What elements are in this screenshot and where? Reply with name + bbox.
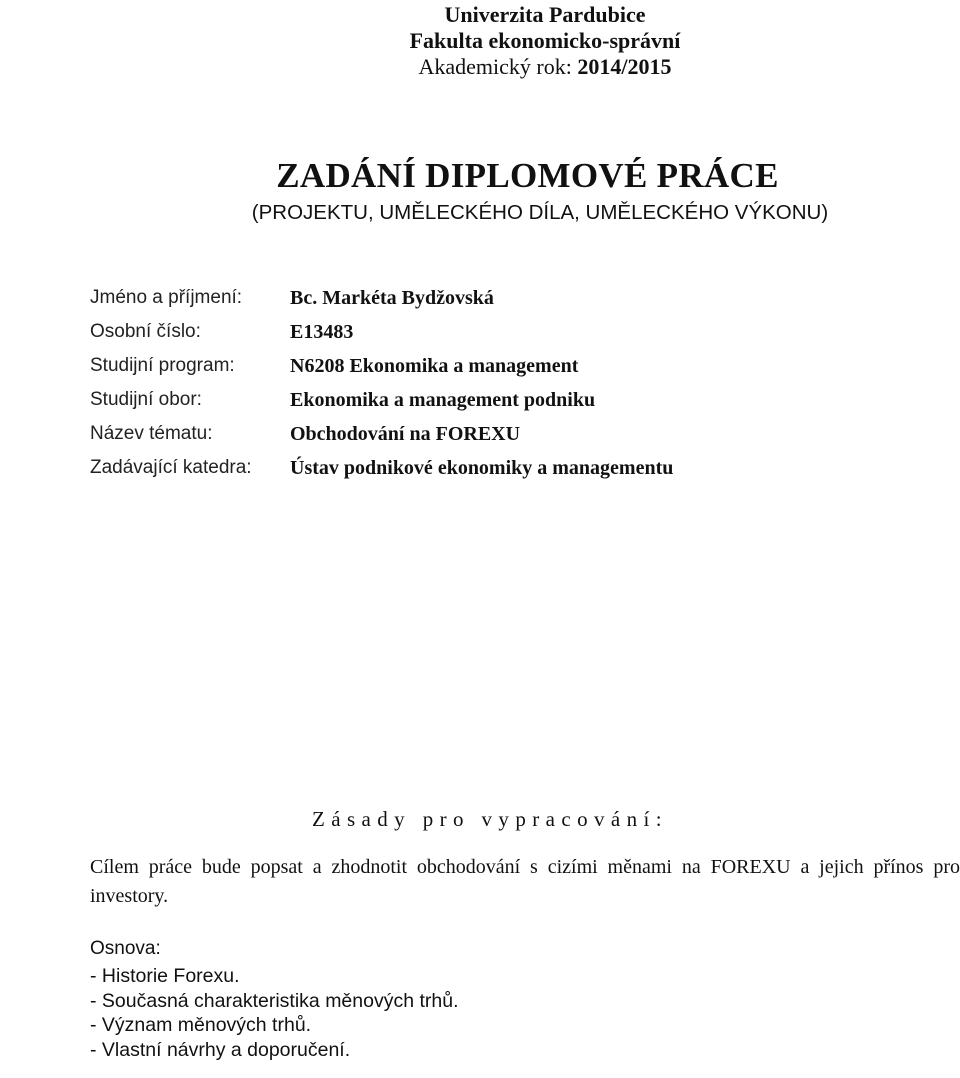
info-value: E13483 [290, 321, 354, 343]
university-name: Univerzita Pardubice [444, 2, 646, 27]
outline-heading: Osnova: [90, 938, 161, 959]
academic-year-value: 2014/2015 [577, 54, 672, 79]
list-item: - Vlastní návrhy a doporučení. [90, 1038, 351, 1061]
document-title: ZADÁNÍ DIPLOMOVÉ PRÁCE [276, 156, 779, 195]
info-row-topic [90, 421, 890, 455]
info-label: Jméno a příjmení: [90, 287, 243, 308]
list-item: - Význam měnových trhů. [90, 1014, 312, 1036]
list-item: - Historie Forexu. [90, 965, 240, 987]
principles-heading: Zásady pro vypracování: [312, 807, 668, 831]
info-value: Obchodování na FOREXU [290, 423, 521, 445]
info-value: Ekonomika a management podniku [290, 389, 596, 411]
info-row-program [90, 353, 890, 387]
info-row-department [90, 455, 890, 489]
info-value: N6208 Ekonomika a management [290, 355, 579, 377]
academic-year [0, 54, 960, 80]
document-subtitle: (PROJEKTU, UMĚLECKÉHO DÍLA, UMĚLECKÉHO VÝKONU) [251, 201, 829, 224]
info-row-personal-number [90, 319, 890, 353]
info-label: Název tématu: [90, 423, 213, 444]
info-label: Studijní program: [90, 355, 235, 376]
info-label: Zadávající katedra: [90, 457, 252, 478]
info-label: Studijní obor: [90, 389, 202, 410]
info-value: Bc. Markéta Bydžovská [290, 287, 494, 309]
info-row-field [90, 387, 890, 421]
info-value: Ústav podnikové ekonomiky a managementu [290, 457, 674, 479]
aim-paragraph: Cílem práce bude popsat a zhodnotit obchodování s cizími měnami na FOREXU a jejich přínos pro investory. [90, 856, 960, 907]
academic-year-label: Akademický rok: [418, 54, 572, 79]
info-row-name [90, 285, 890, 319]
list-item: - Současná charakteristika měnových trhů. [90, 989, 459, 1012]
info-label: Osobní číslo: [90, 321, 201, 342]
faculty-name: Fakulta ekonomicko-správní [409, 28, 681, 53]
outline-list [90, 964, 459, 1062]
